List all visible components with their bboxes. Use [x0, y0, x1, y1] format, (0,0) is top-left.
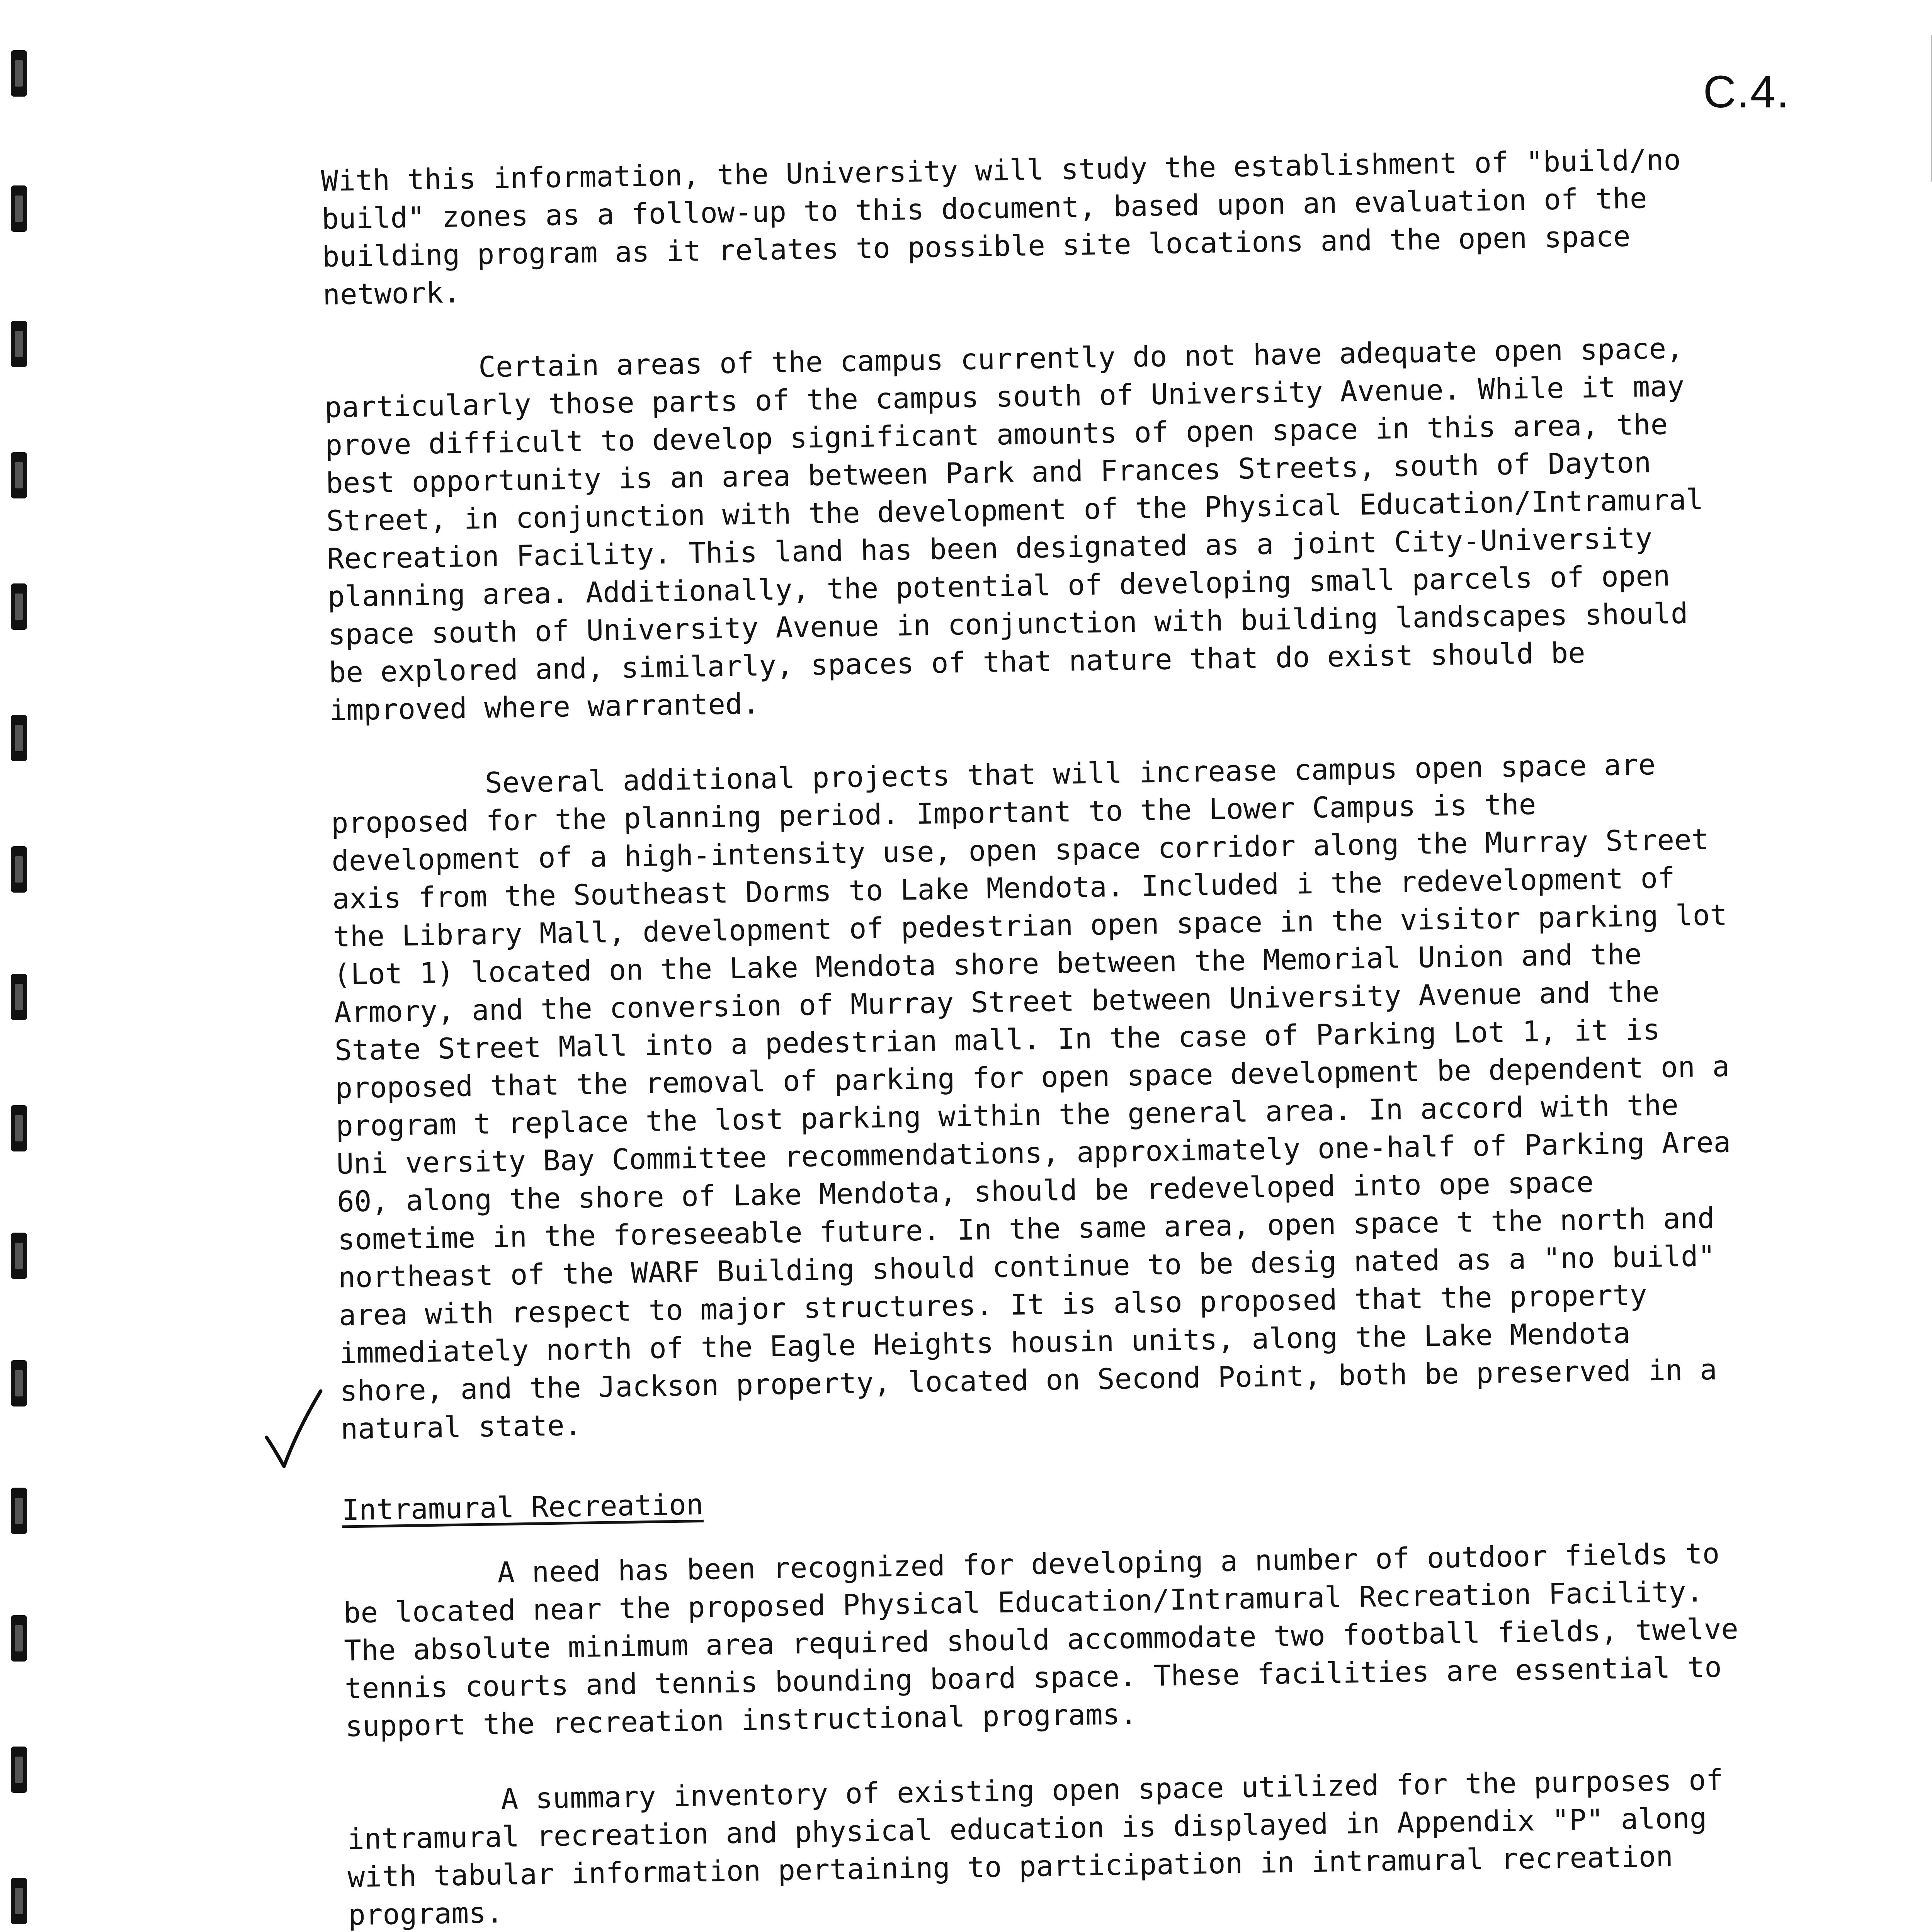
binder-hole: [11, 1747, 27, 1793]
binder-hole: [11, 50, 27, 97]
binder-hole: [11, 185, 27, 232]
binder-hole: [11, 583, 27, 630]
document-body: [321, 140, 1762, 1932]
paragraph: Certain areas of the campus currently do not have adequate open space, particularly those parts of the campus south of University Avenue. While it may prove difficult to develop significant amounts of open space in this area, the best opportunity is an area between Park and Frances Streets, south of Dayton Street, in conjunction with the development of the Physical Education/Intramural Recreation Facility. This land has been designated as a joint City-University planning area. Additionally, the potential of developing small parcels of open space south of University Avenue in conjunction with building landscapes should be explored and, similarly, spaces of that nature that do exist should be improved where warranted.: [324, 332, 1704, 727]
binder-hole: [11, 1878, 27, 1924]
paragraph: Several additional projects that will increase campus open space are proposed for the planning period. Important to the Lower Campus is the development of a high-intensity use, open space corridor along the Murray Street axis from the Southeast Dorms to Lake Mendota. Included i the redevelopment of the Library Mall, development of pedestrian open space in the visitor parking lot (Lot 1) located on the Lake Mendota shore between the Memorial Union and the Armory, and the conversion of Murray Street between University Avenue and the State Street Mall into a pedestrian mall. In the case of Parking Lot 1, it is proposed that the removal of parking for open space development be dependent on a program t replace the lost parking within the general area. In accord with the Uni versity Bay Committee recommendations, approximately one-half of Parking Area 60, along the shore of Lake Mendota, should be redeveloped into ope space sometime in the foreseeable future. In the same area, open space t the north and northeast of the WARF Building should continue to be desig nated as a "no build" area with respect to major structures. It is also proposed that the property immediately north of the Eagle Heights housin units, along the Lake Mendota shore, and the Jackson property, located on Second Point, both be preserved in a natural state.: [331, 748, 1731, 1446]
binder-hole: [11, 1488, 27, 1534]
section-heading: Intramural Recreation: [342, 1488, 704, 1527]
binder-hole: [11, 452, 27, 498]
paragraph: A need has been recognized for developing a number of outdoor fields to be located near the proposed Physical Education/Intramural Recreation Facility. The absolute minimum area required should accommodate two football fields, twelve tennis courts and tennis bounding board space. These facilities are essential to support the recreation instructional programs.: [343, 1537, 1739, 1743]
binder-hole: [11, 321, 27, 367]
binder-hole: [11, 715, 27, 761]
binder-hole: [11, 846, 27, 893]
section-mark: C.4.: [1703, 66, 1790, 117]
checkmark-icon: [263, 1383, 325, 1476]
binder-hole: [11, 1360, 27, 1406]
section-intramural-recreation: [342, 1463, 1759, 1932]
binder-hole: [11, 974, 27, 1020]
binder-hole: [11, 1615, 27, 1662]
binder-hole: [11, 1105, 27, 1151]
paragraph: With this information, the University will study the establishment of "build/no build" zones as a follow-up to this document, based upon an evaluation of the building program as it relates to possible site locations and the open space network.: [321, 143, 1681, 311]
binder-hole: [11, 1233, 27, 1279]
paragraph: A summary inventory of existing open space utilized for the purposes of intramural recreation and physical education is displayed in Appendix "P" along with tabular information pertaining to participation in intramural recreation programs.: [347, 1763, 1724, 1932]
